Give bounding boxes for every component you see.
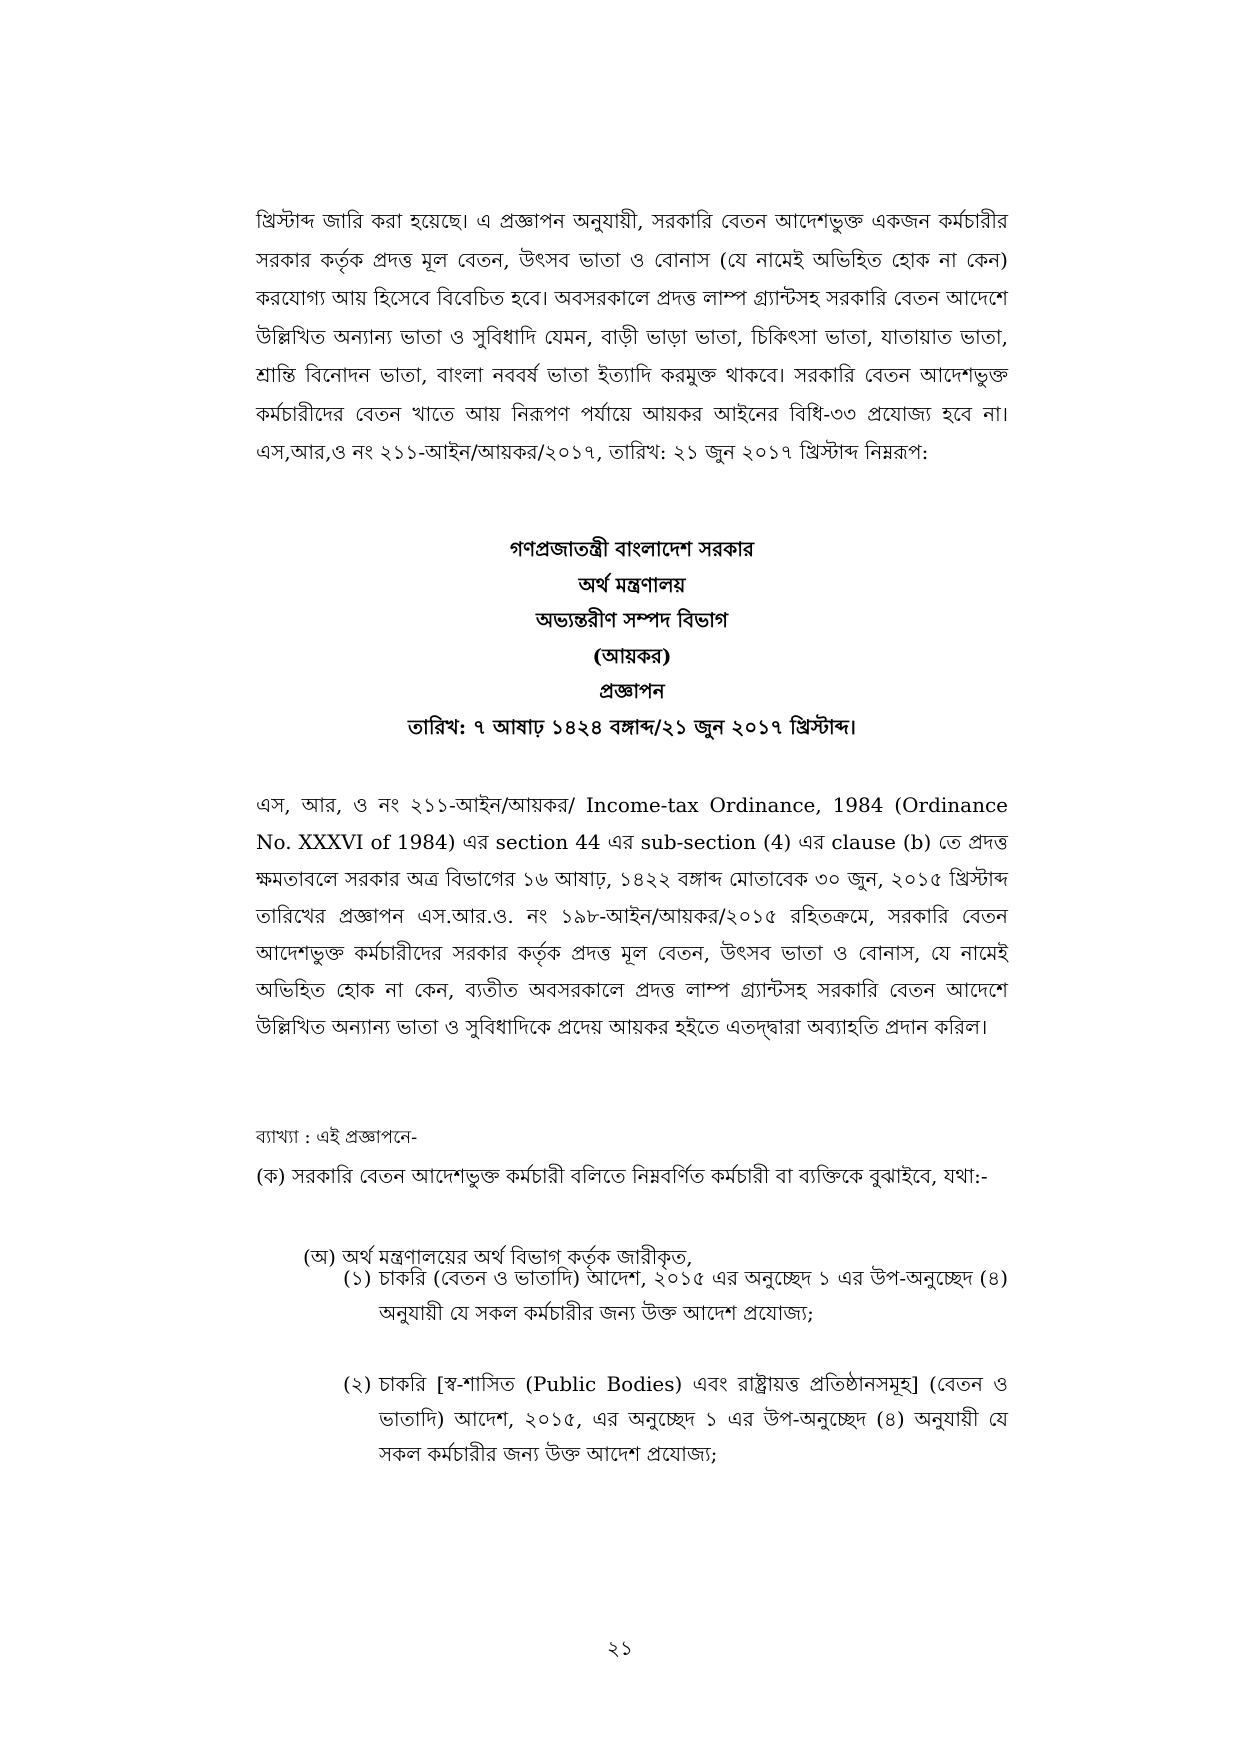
item-text: সরকারি বেতন আদেশভুক্ত কর্মচারী বলিতে নিম্নবর্ণিত কর্মচারী বা ব্যক্তিকে বুঝাইবে, যথা:-	[292, 1164, 988, 1188]
ministry-name: অর্থ মন্ত্রণালয়	[578, 572, 686, 597]
sub-item-marker: (১)	[343, 1266, 372, 1290]
explanation-item-k	[256, 1159, 1008, 1194]
wing-name: (আয়কর)	[592, 643, 672, 668]
sub-item-marker: (২)	[343, 1372, 372, 1396]
item-marker: (ক)	[256, 1164, 286, 1188]
sub-item-text: চাকরি (বেতন ও ভাতাদি) আদেশ, ২০১৫ এর অনুচ্ছেদ ১ এর উপ-অনুচ্ছেদ (৪) অনুযায়ী যে সকল কর্মচারীর জন্য উক্ত আদেশ প্রযোজ্য;	[379, 1266, 1008, 1325]
division-name: অভ্যন্তরীণ সম্পদ বিভাগ	[535, 608, 729, 632]
sub-item-text: চাকরি [স্ব-শাসিত (Public Bodies) এবং রাষ্ট্রায়ত্ত প্রতিষ্ঠানসমূহ] (বেতন ও ভাতাদি) আদেশ, ২০১৫, এর অনুচ্ছেদ ১ এর উপ-অনুচ্ছেদ (৪) অনুযায়ী যে সকল কর্মচারীর জন্য উক্ত আদেশ প্রযোজ্য;	[379, 1372, 1008, 1466]
explanation-item-a: (অ) অর্থ মন্ত্রণালয়ের অর্থ বিভাগ কর্তৃক জারীকৃত,	[303, 1245, 693, 1269]
notice-date: তারিখ: ৭ আষাঢ় ১৪২৪ বঙ্গাব্দ/২১ জুন ২০১৭ খ্রিস্টাব্দ।	[408, 714, 856, 739]
sub-item	[343, 1261, 1008, 1331]
notification-heading	[256, 532, 1008, 745]
intro-paragraph: খ্রিস্টাব্দ জারি করা হয়েছে। এ প্রজ্ঞাপন অনুযায়ী, সরকারি বেতন আদেশভুক্ত একজন কর্মচারীর সরকার কর্তৃক প্রদত্ত মূল বেতন, উৎসব ভাতা ও বোনাস (যে নামেই অভিহিত হোক না কেন) করযোগ্য আয় হিসেবে বিবেচিত হবে। অবসরকালে প্রদত্ত লাম্প গ্র্যান্টসহ সরকারি বেতন আদেশে উল্লিখিত অন্যান্য ভাতা ও সুবিধাদি যেমন, বাড়ী ভাড়া ভাতা, চিকিৎসা ভাতা, যাতায়াত ভাতা, শ্রান্তি বিনোদন ভাতা, বাংলা নববর্ষ ভাতা ইত্যাদি করমুক্ত থাকবে। সরকারি বেতন আদেশভুক্ত কর্মচারীদের বেতন খাতে আয় নিরূপণ পর্যায়ে আয়কর আইনের বিধি-৩৩ প্রযোজ্য হবে না। এস,আর,ও নং ২১১-আইন/আয়কর/২০১৭, তারিখ: ২১ জুন ২০১৭ খ্রিস্টাব্দ নিম্নরূপ:	[256, 209, 1008, 464]
explanation-title: ব্যাখ্যা : এই প্রজ্ঞাপনে-	[256, 1127, 418, 1148]
government-name: গণপ্রজাতন্ত্রী বাংলাদেশ সরকার	[510, 537, 754, 561]
notice-title: প্রজ্ঞাপন	[599, 679, 665, 703]
page-number: ২১	[607, 1636, 633, 1660]
notice-body: এস, আর, ও নং ২১১-আইন/আয়কর/ Income-tax Ordinance, 1984 (Ordinance No. XXXVI of 1984) এর section 44 এর sub-section (4) এর clause (b) তে প্রদত্ত ক্ষমতাবলে সরকার অত্র বিভাগের ১৬ আষাঢ়, ১৪২২ বঙ্গাব্দ মোতাবেক ৩০ জুন, ২০১৫ খ্রিস্টাব্দ তারিখের প্রজ্ঞাপন এস.আর.ও. নং ১৯৮-আইন/আয়কর/২০১৫ রহিতক্রমে, সরকারি বেতন আদেশভুক্ত কর্মচারীদের সরকার কর্তৃক প্রদত্ত মূল বেতন, উৎসব ভাতা ও বোনাস, যে নামেই অভিহিত হোক না কেন, ব্যতীত অবসরকালে প্রদত্ত লাম্প গ্র্যান্টসহ সরকারি বেতন আদেশে উল্লিখিত অন্যান্য ভাতা ও সুবিধাদিকে প্রদেয় আয়কর হইতে এতদ্দ্বারা অব্যাহতি প্রদান করিল।	[256, 793, 1008, 1039]
sub-item	[343, 1367, 1008, 1472]
